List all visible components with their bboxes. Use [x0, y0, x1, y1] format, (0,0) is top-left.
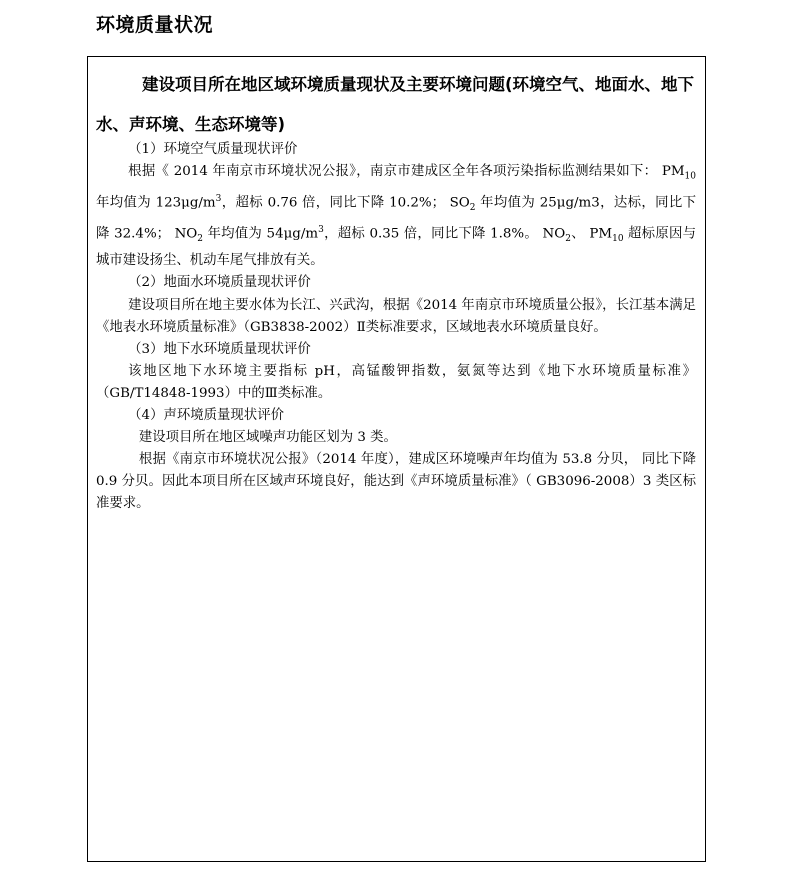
ground-water-heading: （3）地下水环境质量现状评价 — [128, 341, 311, 357]
surface-water-heading: （2）地面水环境质量现状评价 — [128, 275, 311, 291]
section-title: 建设项目所在地区域环境质量现状及主要环境问题(环境空气、地面水、地下水、声环境、生态环境等) — [96, 75, 695, 134]
content-frame — [87, 56, 706, 862]
ground-water-paragraph: 该地区地下水环境主要指标 pH，高锰酸钾指数，氨氮等达到《地下水环境质量标准》（GB/T14848-1993）中的Ⅲ类标准。 — [96, 363, 696, 401]
surface-water-paragraph: 建设项目所在地主要水体为长江、兴武沟，根据《2014 年南京市环境质量公报》，长江基本满足《地表水环境质量标准》（GB3838-2002）Ⅱ类标准要求，区域地表水环境质量良好。 — [96, 297, 696, 335]
content-body — [96, 139, 696, 515]
noise-paragraph-2: 根据《南京市环境状况公报》（2014 年度），建成区环境噪声年均值为 53.8 分贝， 同比下降 0.9 分贝。因此本项目所在区域声环境良好，能达到《声环境质量标准》（ GB3096-2008）3 类区标准要求。 — [96, 452, 696, 512]
page-heading: 环境质量状况 — [96, 14, 214, 36]
air-quality-paragraph: 根据《 2014 年南京市环境状况公报》，南京市建成区全年各项污染指标监测结果如下： $PM_{10}$ 年均值为 $123\mu g/m^3$，超标 0.76 倍，同比下降 10.2%； $SO_2$ 年均值为 25μg/m3，达标，同比下降 32.4%； $NO_2$ 年均值为 $54\mu g/m^3$，超标 0.35 倍，同比下降 1.8%。 $NO_2$、 $PM_{10}$ 超标原因与城市建设扬尘、机动车尾气排放有关。 — [96, 164, 696, 269]
air-quality-heading: （1）环境空气质量现状评价 — [128, 142, 298, 157]
noise-heading: （4）声环境质量现状评价 — [128, 407, 284, 423]
noise-paragraph-1: 建设项目所在地区域噪声功能区划为 3 类。 — [138, 430, 397, 446]
